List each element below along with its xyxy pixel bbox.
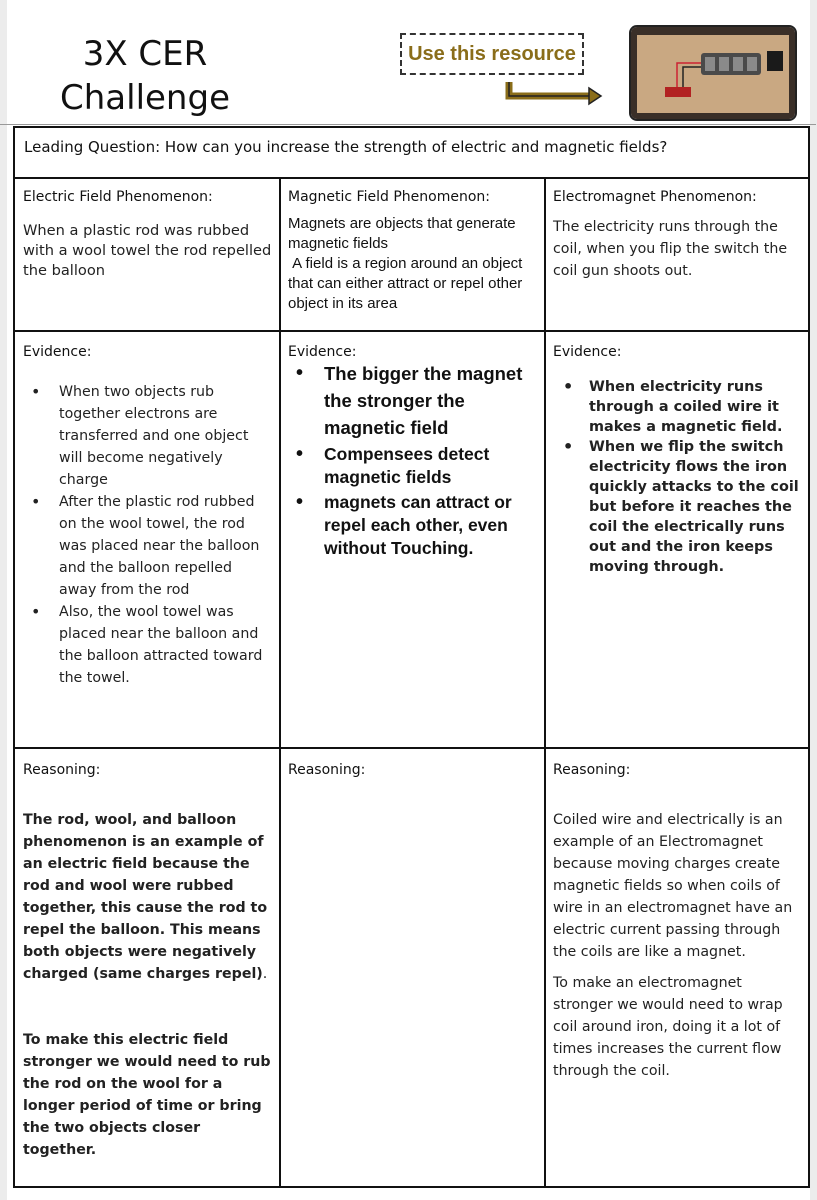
row-divider: [15, 747, 808, 749]
magnetic-phenomenon-cell: [288, 189, 544, 314]
electromagnet-evidence-heading: Evidence:: [553, 344, 622, 360]
list-item: • When electricity runs through a coiled wire it makes a magnetic field.: [553, 377, 805, 437]
electromagnet-reasoning-p1: Coiled wire and electrically is an example of an Electromagnet because moving charges create magnetic fields so when coils of wire in an electromagnet have an electric current passing through the coils are like a magnet.: [553, 812, 793, 960]
electromagnet-reasoning-cell: [553, 762, 805, 1082]
resource-link[interactable]: Use this resource: [400, 33, 584, 75]
list-item: • The bigger the magnet the stronger the magnetic field: [288, 360, 546, 441]
electric-phenomenon-cell: [23, 189, 273, 281]
magnetic-evidence-cell: [288, 344, 546, 560]
leading-question: Leading Question: How can you increase the strength of electric and magnetic fields?: [24, 138, 668, 156]
coil-gun-photo[interactable]: [629, 25, 797, 121]
electric-reasoning-p1: The rod, wool, and balloon phenomenon is an example of an electric field because the rod and wool were rubbed together, this cause the rod to repel the balloon. This means both objects were negatively charged (same charges repel).: [23, 812, 268, 982]
electromagnet-evidence-list: [553, 377, 805, 577]
electromagnet-reasoning-p2: To make an electromagnet stronger we would need to wrap coil around iron, doing it a lot of times increases the current flow through the coil.: [553, 975, 783, 1079]
list-item: • Compensees detect magnetic fields: [288, 443, 546, 489]
electromagnet-phenomenon-text: The electricity runs through the coil, when you flip the switch the coil gun shoots out.: [553, 219, 788, 279]
page-title: 3X CER Challenge: [60, 34, 230, 118]
arrow-right-icon: [505, 80, 605, 110]
column-divider: [279, 178, 281, 1188]
magnetic-phenomenon-line2: A field is a region around an object that can either attract or repel other object in its area: [288, 255, 527, 312]
column-divider: [544, 178, 546, 1188]
header-divider: [0, 124, 816, 125]
electric-phenomenon-heading: Electric Field Phenomenon:: [23, 189, 213, 205]
electric-phenomenon-text: When a plastic rod was rubbed with a wool towel the rod repelled the balloon: [23, 222, 272, 279]
cer-table: [13, 126, 810, 1188]
magnetic-phenomenon-line1: Magnets are objects that generate magnetic fields: [288, 215, 516, 252]
electric-evidence-cell: [23, 344, 273, 689]
magnetic-phenomenon-heading: Magnetic Field Phenomenon:: [288, 189, 490, 205]
list-item: • magnets can attract or repel each other, even without Touching.: [288, 491, 546, 560]
row-divider: [15, 177, 808, 179]
list-item: • When two objects rub together electrons are transferred and one object will become negatively charge: [23, 381, 273, 491]
electromagnet-phenomenon-heading: Electromagnet Phenomenon:: [553, 189, 757, 205]
electromagnet-phenomenon-cell: [553, 189, 805, 282]
row-divider: [15, 330, 808, 332]
electric-evidence-heading: Evidence:: [23, 344, 92, 360]
magnetic-reasoning-cell: [288, 762, 538, 778]
electric-evidence-list: [23, 381, 273, 689]
electromagnet-evidence-cell: [553, 344, 805, 577]
list-item: • After the plastic rod rubbed on the wool towel, the rod was placed near the balloon and the balloon repelled away from the rod: [23, 491, 273, 601]
electric-reasoning-cell: [23, 762, 273, 1161]
list-item: • Also, the wool towel was placed near the balloon and the balloon attracted toward the towel.: [23, 601, 273, 689]
list-item: • When we flip the switch electricity flows the iron quickly attacks to the coil but before it reaches the coil the electrically runs out and the iron keeps moving through.: [553, 437, 805, 577]
electric-reasoning-p2: To make this electric field stronger we would need to rub the rod on the wool for a longer period of time or bring the two objects closer together.: [23, 1032, 271, 1158]
magnetic-evidence-list: [288, 360, 546, 560]
electromagnet-reasoning-heading: Reasoning:: [553, 762, 631, 778]
electric-reasoning-heading: Reasoning:: [23, 762, 101, 778]
magnetic-reasoning-heading: Reasoning:: [288, 762, 366, 778]
magnetic-evidence-heading: Evidence:: [288, 344, 357, 360]
